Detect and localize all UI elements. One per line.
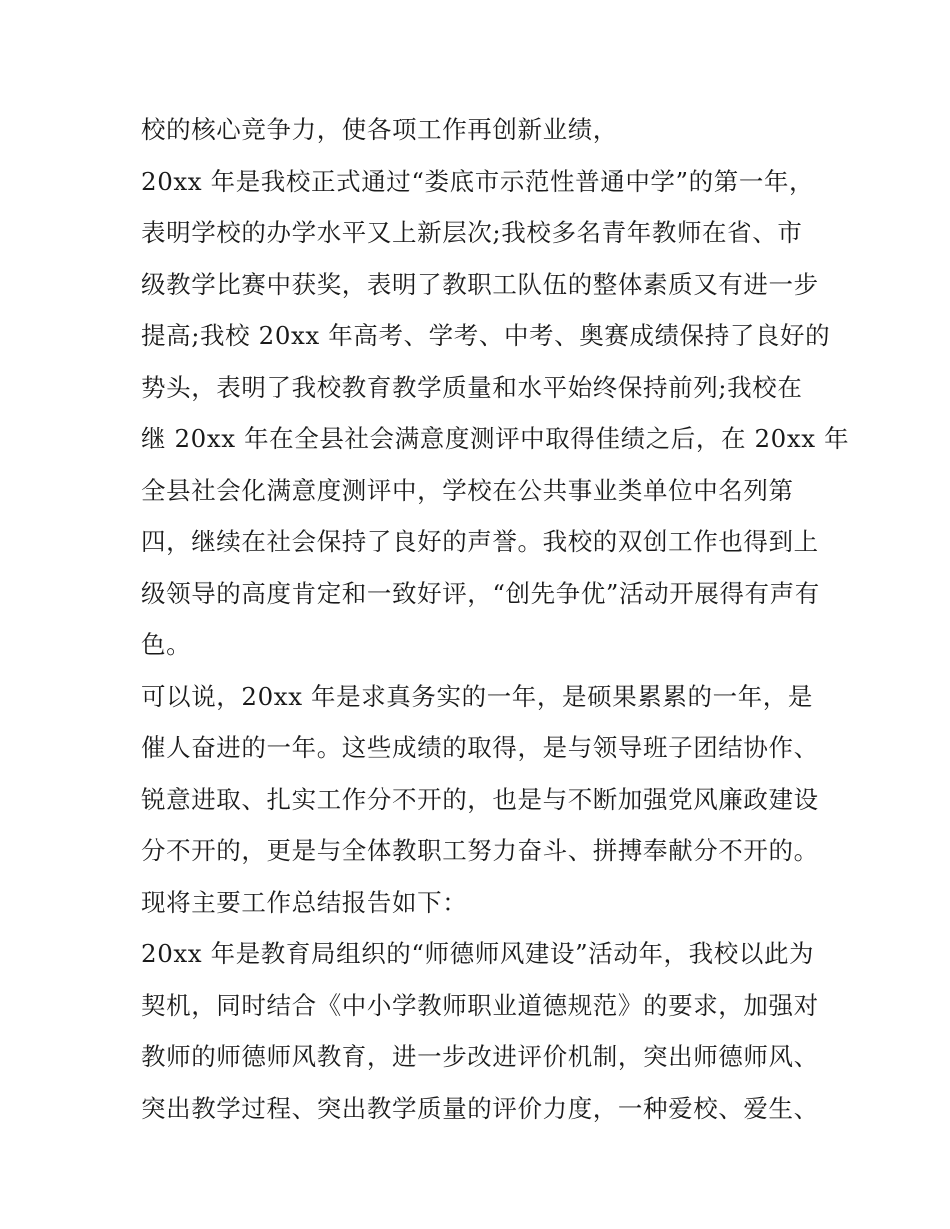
text-line: 校的核心竞争力，使各项工作再创新业绩， <box>141 115 618 144</box>
text-line: 20xx 年是教育局组织的“师德师风建设”活动年，我校以此为 <box>141 939 815 968</box>
text-line: 色。 <box>141 630 192 659</box>
text-line: 教师的师德师风教育，进一步改进评价机制，突出师德师风、 <box>141 1042 819 1071</box>
text-line: 锐意进取、扎实工作分不开的，也是与不断加强党风廉政建设 <box>141 784 819 814</box>
text-line: 全县社会化满意度测评中，学校在公共事业类单位中名列第 <box>141 475 794 505</box>
text-line: 催人奋进的一年。这些成绩的取得，是与领导班子团结协作、 <box>141 733 819 762</box>
text-line: 可以说，20xx 年是求真务实的一年，是硕果累累的一年，是 <box>141 681 813 711</box>
text-line: 势头，表明了我校教育教学质量和水平始终保持前列;我校在 <box>141 372 803 402</box>
text-line: 提高;我校 20xx 年高考、学考、中考、奥赛成绩保持了良好的 <box>141 321 831 350</box>
body-text <box>141 108 850 1138</box>
text-line: 现将主要工作总结报告如下： <box>141 887 468 917</box>
text-line: 表明学校的办学水平又上新层次;我校多名青年教师在省、市 <box>141 218 803 247</box>
text-line: 级教学比赛中获奖，表明了教职工队伍的整体素质又有进一步 <box>141 269 819 299</box>
text-line: 四，继续在社会保持了良好的声誉。我校的双创工作也得到上 <box>141 527 819 556</box>
text-line: 分不开的，更是与全体教职工努力奋斗、拼搏奉献分不开的。 <box>141 836 819 865</box>
text-line: 突出教学过程、突出教学质量的评价力度，一种爱校、爱生、 <box>141 1093 819 1123</box>
text-line: 继 20xx 年在全县社会满意度测评中取得佳绩之后，在 20xx 年 <box>141 424 850 453</box>
text-line: 20xx 年是我校正式通过“娄底市示范性普通中学”的第一年， <box>141 166 815 196</box>
text-line: 级领导的高度肯定和一致好评，“创先争优”活动开展得有声有 <box>141 578 820 608</box>
text-line: 契机，同时结合《中小学教师职业道德规范》的要求，加强对 <box>141 990 819 1020</box>
